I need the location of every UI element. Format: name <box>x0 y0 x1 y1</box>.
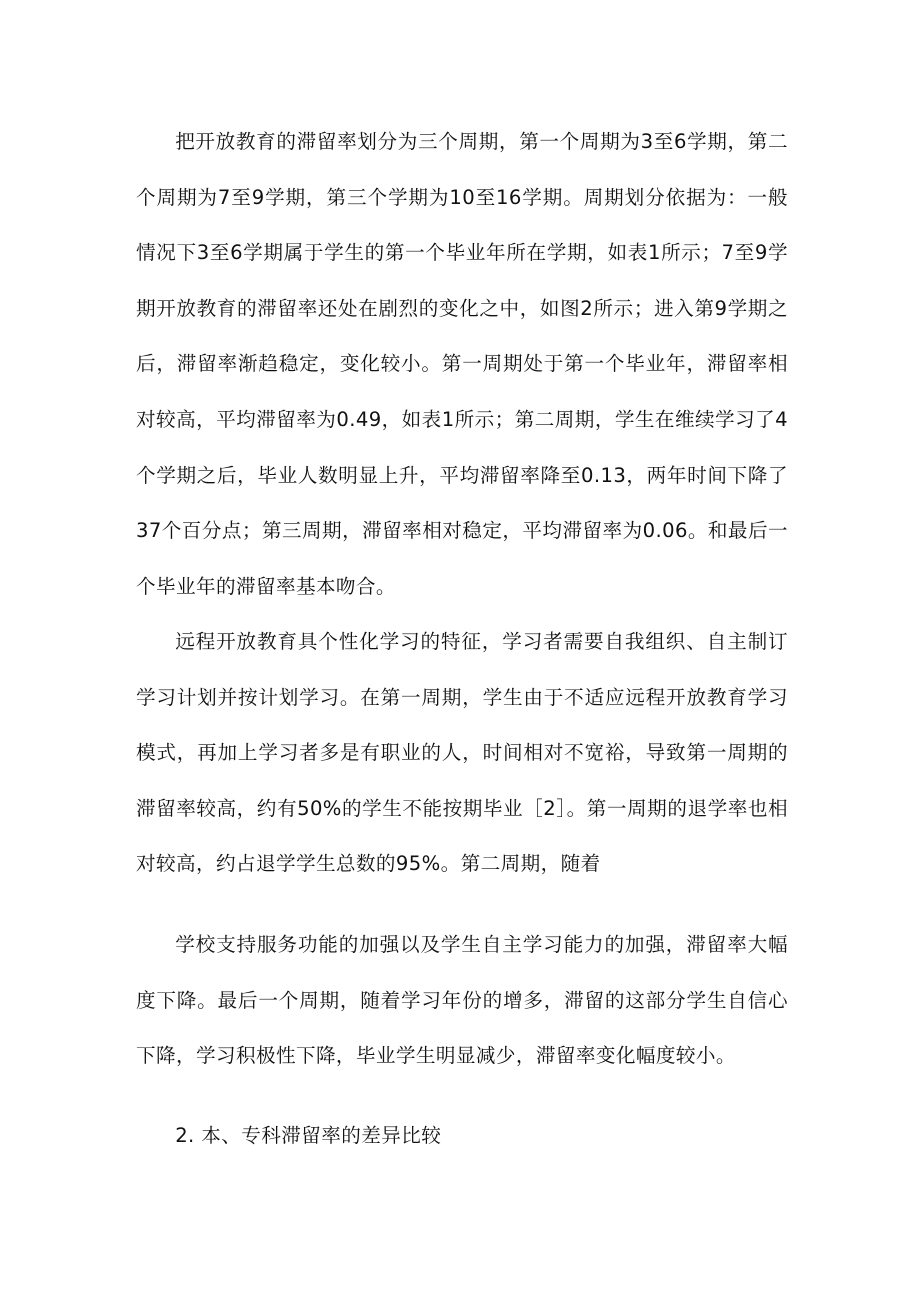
paragraph-later-periods-analysis: 学校支持服务功能的加强以及学生自主学习能力的加强，滞留率大幅度下降。最后一个周期，随着学习年份的增多，滞留的这部分学生自信心下降，学习积极性下降，毕业学生明显减少，滞留率变化幅度较小。 <box>136 933 788 1068</box>
paragraph-retention-periods: 把开放教育的滞留率划分为三个周期，第一个周期为3至6学期，第二个周期为7至9学期，第三个学期为10至16学期。周期划分依据为：一般情况下3至6学期属于学生的第一个毕业年所在学期，如表1所示；7至9学期开放教育的滞留率还处在剧烈的变化之中，如图2所示；进入第9学期之后，滞留率渐趋稳定，变化较小。第一周期处于第一个毕业年，滞留率相对较高，平均滞留率为0.49，如表1所示；第二周期，学生在维续学习了4个学期之后，毕业人数明显上升，平均滞留率降至0.13，两年时间下降了37个百分点；第三周期，滞留率相对稳定，平均滞留率为0.06。和最后一个毕业年的滞留率基本吻合。 <box>136 130 788 598</box>
section-heading: 2. 本、专科滞留率的差异比较 <box>175 1124 442 1147</box>
paragraph-first-period-analysis: 远程开放教育具个性化学习的特征，学习者需要自我组织、自主制订学习计划并按计划学习。在第一周期，学生由于不适应远程开放教育学习模式，再加上学习者多是有职业的人，时间相对不宽裕，导致第一周期的滞留率较高，约有50%的学生不能按期毕业［2］。第一周期的退学率也相对较高，约占退学学生总数的95%。第二周期，随着 <box>136 630 788 876</box>
